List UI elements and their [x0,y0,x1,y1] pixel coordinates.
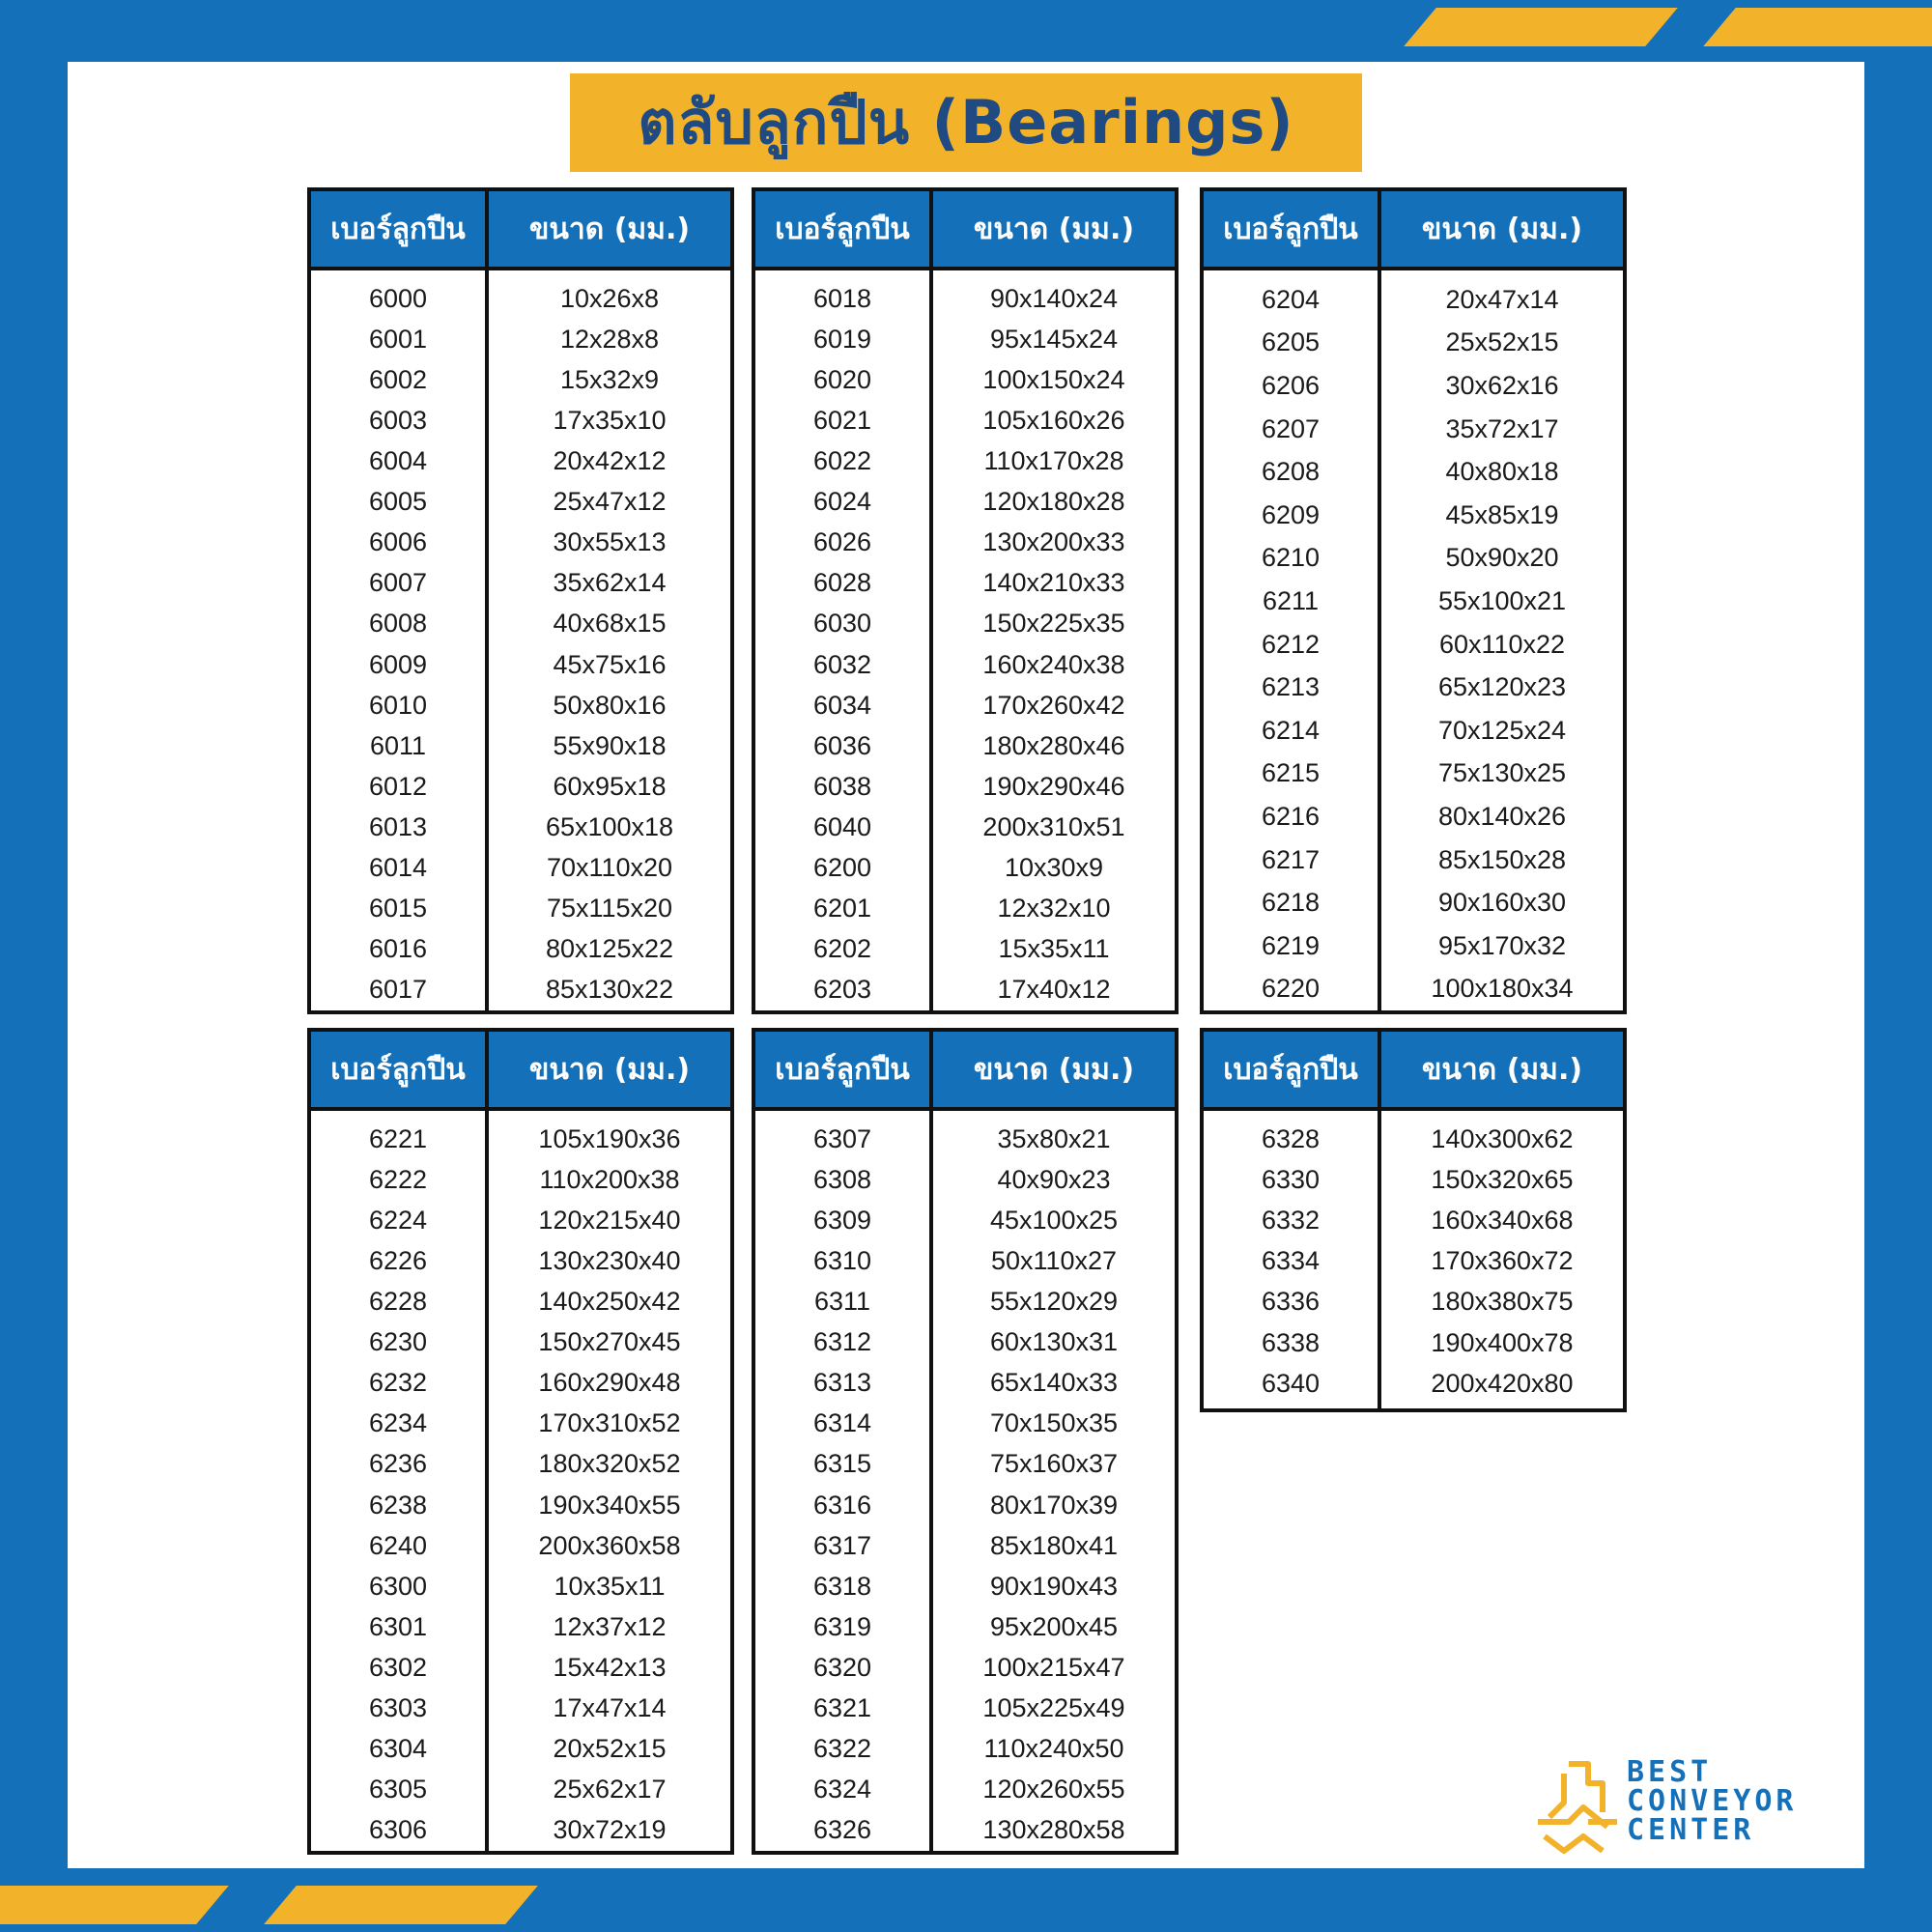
bearing-number: 6217 [1261,844,1321,874]
bearing-size: 85x130x22 [545,975,674,1005]
bearing-number: 6301 [368,1611,428,1641]
bearing-size: 12x37x12 [553,1611,667,1641]
bearing-size: 140x210x33 [982,568,1125,598]
bearing-number: 6021 [812,405,872,435]
bearing-size: 70x125x24 [1437,715,1567,745]
bearing-number: 6014 [368,853,428,883]
bearing-size: 30x62x16 [1445,370,1559,400]
bearing-number: 6013 [368,811,428,841]
bearing-size: 55x100x21 [1437,585,1567,615]
bearing-number: 6332 [1261,1205,1321,1235]
bearing-number: 6322 [812,1734,872,1764]
bearing-size-column [1381,270,1623,1010]
bearing-size: 120x180x28 [982,487,1125,517]
bearing-number: 6018 [812,283,872,313]
bearing-size-column [933,270,1175,1010]
bearing-size-column [489,270,730,1010]
bearing-number: 6328 [1261,1123,1321,1153]
bearing-size: 65x120x23 [1437,672,1567,702]
bearing-size: 12x28x8 [559,324,660,354]
bearing-size: 15x32x9 [559,364,660,394]
table-header [311,1032,730,1111]
bearing-number: 6300 [368,1571,428,1601]
bearing-size: 60x110x22 [1438,629,1566,659]
corner-stripe [264,1886,538,1924]
bearing-number: 6004 [368,445,428,475]
bearing-size: 12x32x10 [997,894,1111,923]
bearing-number: 6010 [368,690,428,720]
bearing-number: 6222 [368,1164,428,1194]
bearing-number: 6208 [1261,457,1321,487]
bearing-size: 20x42x12 [553,445,667,475]
bearing-size: 70x150x35 [989,1408,1119,1438]
bearing-number: 6340 [1261,1368,1321,1398]
bearing-number: 6030 [812,609,872,639]
bearing-size: 90x140x24 [989,283,1119,313]
bearing-number: 6226 [368,1245,428,1275]
column-header-number: เบอร์ลูกปืน [755,191,933,267]
bearing-size: 50x90x20 [1445,543,1559,573]
bearing-size: 100x150x24 [982,364,1125,394]
bearing-size: 170x310x52 [538,1408,681,1438]
bearing-number: 6221 [368,1123,428,1153]
bearing-size: 50x80x16 [553,690,667,720]
bearing-size: 120x260x55 [982,1775,1125,1804]
bearing-size: 170x360x72 [1431,1246,1574,1276]
table-header [755,1032,1175,1111]
bearing-number: 6215 [1261,758,1321,788]
bearing-size: 170x260x42 [982,690,1125,720]
bearing-size: 120x215x40 [538,1205,681,1235]
bearing-number: 6310 [812,1245,872,1275]
bearing-size: 160x240x38 [982,649,1125,679]
column-header-number: เบอร์ลูกปืน [755,1032,933,1107]
bearing-number: 6228 [368,1286,428,1316]
bearing-size: 95x145x24 [989,324,1119,354]
bearing-size: 130x280x58 [982,1815,1125,1845]
bearing-size: 45x100x25 [989,1205,1119,1235]
bearing-number: 6306 [368,1815,428,1845]
bearing-size: 60x95x18 [553,771,667,801]
bearing-number: 6211 [1262,585,1320,615]
bearing-size: 130x200x33 [982,527,1125,557]
bearing-size: 40x80x18 [1445,457,1559,487]
bearing-number: 6316 [812,1490,872,1520]
bearing-size: 100x180x34 [1431,974,1574,1004]
bearing-number-column [1204,270,1381,1010]
bearing-number: 6312 [812,1327,872,1357]
bearing-number-column [1204,1111,1381,1408]
bearing-number: 6204 [1261,284,1321,314]
brand-line: BEST [1627,1755,1713,1789]
bearing-size: 20x47x14 [1445,284,1559,314]
bearing-number: 6034 [812,690,872,720]
bearing-size: 20x52x15 [553,1734,667,1764]
bearing-number: 6317 [812,1530,872,1560]
bearing-size: 200x310x51 [982,811,1125,841]
bearing-size: 80x125x22 [545,934,674,964]
bearing-size: 150x225x35 [982,609,1125,639]
bearing-size: 17x40x12 [997,975,1111,1005]
bearing-number: 6038 [812,771,872,801]
bearing-number: 6318 [812,1571,872,1601]
bearing-size: 25x62x17 [553,1775,667,1804]
bearing-size: 105x225x49 [982,1693,1125,1723]
bearing-number: 6036 [812,730,872,760]
bearing-number: 6009 [368,649,428,679]
bearing-size: 80x140x26 [1437,801,1567,831]
bearing-size: 40x90x23 [997,1164,1111,1194]
corner-stripe [1404,8,1678,46]
bearing-number: 6220 [1261,974,1321,1004]
bearing-number: 6321 [812,1693,872,1723]
bearing-number: 6203 [812,975,872,1005]
bearing-size: 25x47x12 [553,487,667,517]
table-header [755,191,1175,270]
corner-stripe [0,1886,229,1924]
bearing-number: 6218 [1261,888,1321,918]
bearing-size: 190x290x46 [982,771,1125,801]
bearing-size: 160x340x68 [1431,1205,1574,1235]
bearing-number: 6324 [812,1775,872,1804]
bearing-size: 30x55x13 [553,527,667,557]
bearing-number: 6240 [368,1530,428,1560]
bearing-number: 6326 [812,1815,872,1845]
bearing-number: 6232 [368,1368,428,1398]
bearing-number: 6201 [812,894,872,923]
conveyor-logo-icon [1530,1754,1627,1861]
bearing-number-column [311,1111,489,1851]
bearing-number: 6017 [368,975,428,1005]
bearing-size: 85x180x41 [989,1530,1119,1560]
bearing-size: 15x35x11 [998,934,1110,964]
bearing-size: 75x115x20 [546,894,673,923]
bearing-size: 75x160x37 [989,1449,1119,1479]
bearing-size: 90x160x30 [1437,888,1567,918]
bearing-number: 6319 [812,1611,872,1641]
bearing-size: 45x85x19 [1445,499,1559,529]
bearing-size: 17x47x14 [553,1693,667,1723]
bearing-number: 6032 [812,649,872,679]
bearing-number-column [311,270,489,1010]
bearing-size: 30x72x19 [553,1815,667,1845]
bearing-size: 110x170x28 [983,445,1124,475]
bearing-size: 10x26x8 [559,283,660,313]
bearing-size-column [1381,1111,1623,1408]
bearing-number: 6012 [368,771,428,801]
bearing-size: 50x110x27 [990,1245,1118,1275]
bearing-size: 55x120x29 [989,1286,1119,1316]
bearing-number: 6315 [812,1449,872,1479]
bearing-number: 6314 [812,1408,872,1438]
bearing-size: 65x100x18 [545,811,674,841]
bearing-size: 140x250x42 [538,1286,681,1316]
brand-logo [1530,1754,1859,1861]
bearing-table [1200,187,1627,1014]
bearing-size: 110x200x38 [539,1164,680,1194]
bearing-number: 6219 [1261,930,1321,960]
table-header [311,191,730,270]
bearing-size: 75x130x25 [1437,758,1567,788]
bearing-number: 6304 [368,1734,428,1764]
bearing-size: 190x400x78 [1431,1327,1574,1357]
bearing-number-column [755,270,933,1010]
bearing-size: 65x140x33 [989,1368,1119,1398]
bearing-number: 6212 [1261,629,1321,659]
bearing-size: 180x320x52 [538,1449,681,1479]
bearing-number: 6019 [812,324,872,354]
bearing-number: 6334 [1261,1246,1321,1276]
bearing-number: 6213 [1261,672,1321,702]
bearing-number: 6338 [1261,1327,1321,1357]
bearing-number: 6238 [368,1490,428,1520]
bearing-number: 6336 [1261,1287,1321,1317]
bearing-table [307,1028,734,1855]
brand-name [1627,1755,1798,1847]
bearing-size: 17x35x10 [553,405,667,435]
bearing-size: 35x72x17 [1445,413,1559,443]
bearing-number: 6307 [812,1123,872,1153]
column-header-size: ขนาด (มม.) [1381,1032,1623,1107]
bearing-number: 6015 [368,894,428,923]
bearing-size: 95x170x32 [1437,930,1567,960]
bearing-size: 150x320x65 [1431,1164,1574,1194]
bearing-size: 90x190x43 [989,1571,1119,1601]
page-title: ตลับลูกปืน (Bearings) [638,87,1294,157]
column-header-size: ขนาด (มม.) [933,191,1175,267]
bearing-size: 55x90x18 [553,730,667,760]
bearing-size: 15x42x13 [553,1652,667,1682]
bearing-number: 6224 [368,1205,428,1235]
table-header [1204,1032,1623,1111]
bearing-size: 200x420x80 [1431,1368,1574,1398]
bearing-number: 6000 [368,283,428,313]
bearing-number: 6006 [368,527,428,557]
bearing-table [752,1028,1179,1855]
column-header-number: เบอร์ลูกปืน [1204,191,1381,267]
bearing-number: 6303 [368,1693,428,1723]
bearing-size: 130x230x40 [538,1245,681,1275]
bearing-number: 6202 [812,934,872,964]
bearing-size: 160x290x48 [538,1368,681,1398]
column-header-number: เบอร์ลูกปืน [1204,1032,1381,1107]
bearing-size: 60x130x31 [989,1327,1119,1357]
bearing-number: 6209 [1261,499,1321,529]
bearing-size: 85x150x28 [1437,844,1567,874]
bearing-size: 35x62x14 [553,568,667,598]
bearing-number: 6330 [1261,1164,1321,1194]
bearing-size: 95x200x45 [989,1611,1119,1641]
bearing-size: 110x240x50 [983,1734,1124,1764]
bearing-size: 190x340x55 [538,1490,681,1520]
bearing-size: 105x190x36 [538,1123,681,1153]
bearing-size: 200x360x58 [538,1530,681,1560]
brand-line: CENTER [1627,1813,1755,1847]
bearing-number: 6206 [1261,370,1321,400]
bearing-size: 180x280x46 [982,730,1125,760]
column-header-number: เบอร์ลูกปืน [311,1032,489,1107]
bearing-number: 6026 [812,527,872,557]
bearing-number: 6311 [813,1286,871,1316]
bearing-number: 6007 [368,568,428,598]
bearing-size: 45x75x16 [553,649,667,679]
bearing-number: 6005 [368,487,428,517]
column-header-number: เบอร์ลูกปืน [311,191,489,267]
bearing-number: 6207 [1261,413,1321,443]
bearing-number: 6320 [812,1652,872,1682]
bearing-size: 140x300x62 [1431,1123,1574,1153]
bearing-number: 6210 [1261,543,1321,573]
bearing-number: 6011 [369,730,427,760]
column-header-size: ขนาด (มม.) [489,191,730,267]
bearing-number: 6016 [368,934,428,964]
column-header-size: ขนาด (มม.) [933,1032,1175,1107]
bearing-size: 10x30x9 [1004,853,1104,883]
bearing-size: 70x110x20 [546,853,673,883]
bearing-number: 6001 [368,324,428,354]
bearing-table [752,187,1179,1014]
column-header-size: ขนาด (มม.) [489,1032,730,1107]
title-banner [570,73,1362,172]
bearing-table [307,187,734,1014]
bearing-number: 6024 [812,487,872,517]
bearing-number: 6305 [368,1775,428,1804]
bearing-size: 10x35x11 [554,1571,666,1601]
bearing-size: 150x270x45 [538,1327,681,1357]
bearing-number: 6230 [368,1327,428,1357]
bearing-size-column [489,1111,730,1851]
bearing-number: 6234 [368,1408,428,1438]
bearing-number: 6214 [1261,715,1321,745]
bearing-number: 6022 [812,445,872,475]
bearing-number: 6236 [368,1449,428,1479]
bearing-number: 6216 [1261,801,1321,831]
bearing-number: 6002 [368,364,428,394]
bearing-number: 6200 [812,853,872,883]
bearing-size: 100x215x47 [982,1652,1125,1682]
bearing-number: 6205 [1261,327,1321,357]
bearing-size-column [933,1111,1175,1851]
bearing-number: 6302 [368,1652,428,1682]
corner-stripe [1703,8,1932,46]
bearing-size: 40x68x15 [553,609,667,639]
bearing-table [1200,1028,1627,1412]
bearing-size: 25x52x15 [1445,327,1559,357]
bearing-number: 6313 [812,1368,872,1398]
bearing-size: 80x170x39 [989,1490,1119,1520]
bearing-number: 6040 [812,811,872,841]
bearing-number: 6309 [812,1205,872,1235]
bearing-number: 6008 [368,609,428,639]
column-header-size: ขนาด (มม.) [1381,191,1623,267]
table-header [1204,191,1623,270]
bearing-number-column [755,1111,933,1851]
bearing-number: 6020 [812,364,872,394]
bearing-number: 6308 [812,1164,872,1194]
bearing-size: 35x80x21 [997,1123,1111,1153]
brand-line: CONVEYOR [1627,1784,1798,1818]
bearing-number: 6003 [368,405,428,435]
bearing-size: 180x380x75 [1431,1287,1574,1317]
bearing-size: 105x160x26 [982,405,1125,435]
bearing-number: 6028 [812,568,872,598]
